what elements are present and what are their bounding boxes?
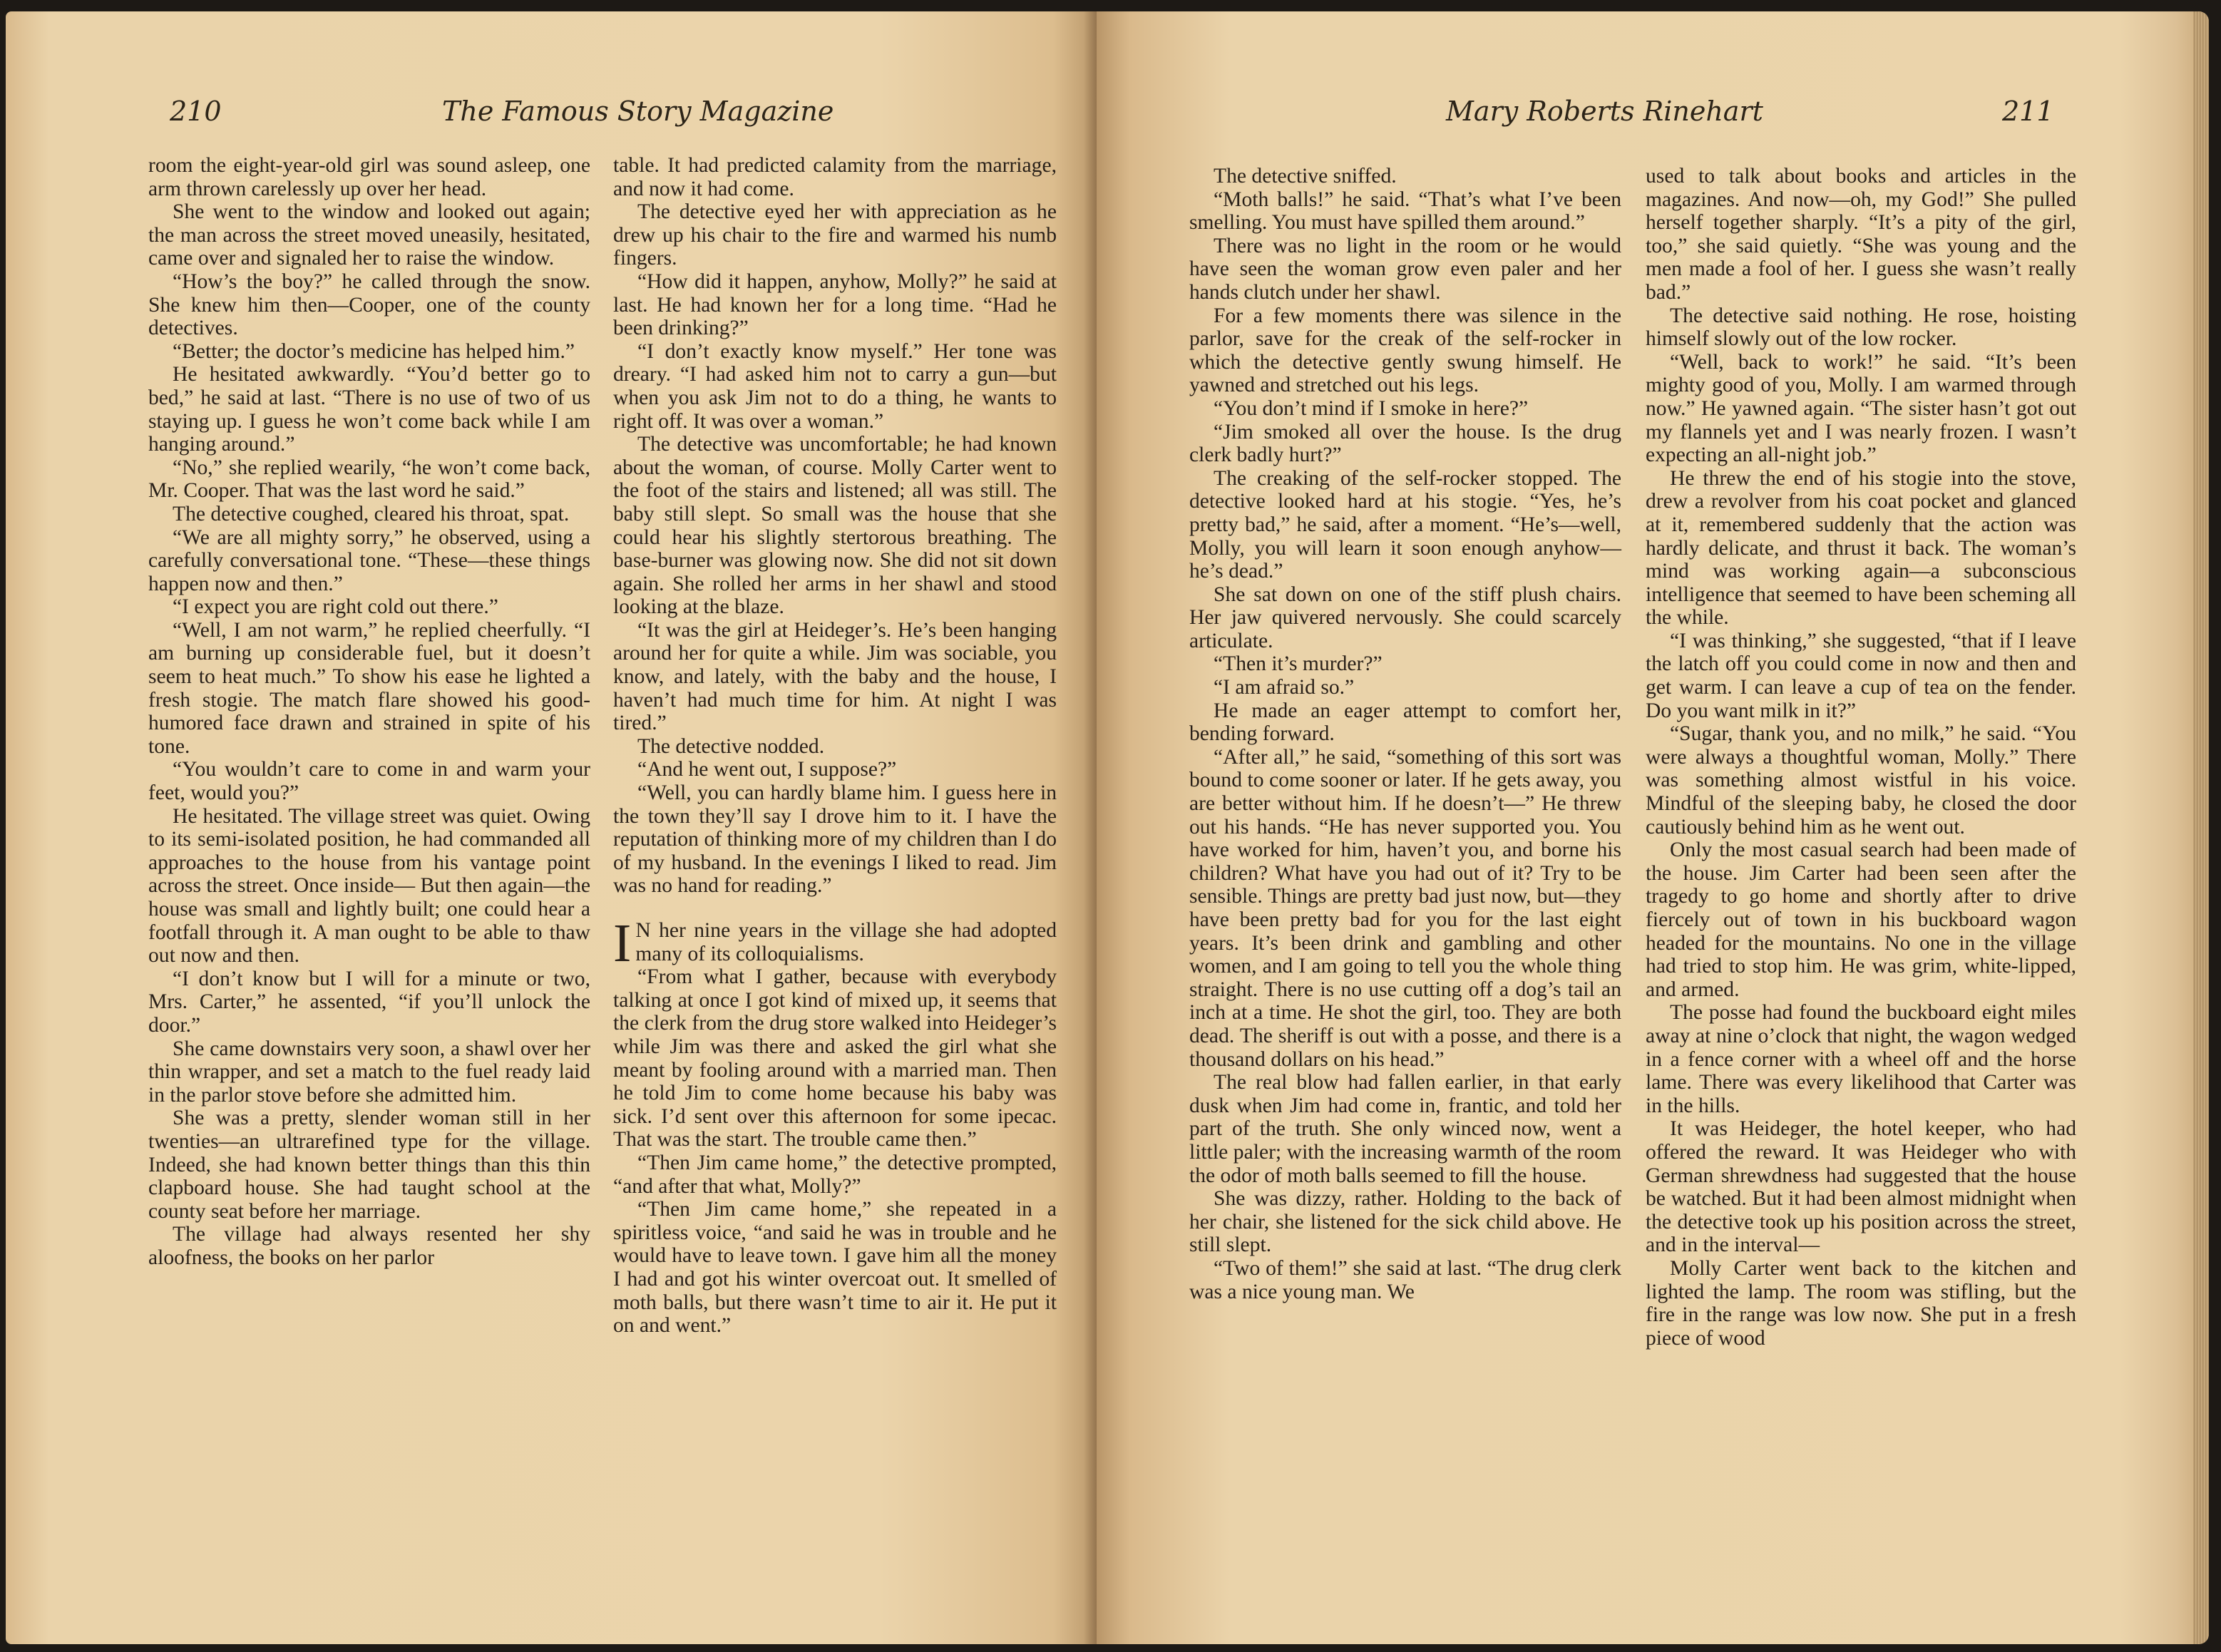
paragraph: “From what I gather, because with everybody talking at once I got kind of mixed up, it seems that the clerk from the drug store walked into Heideger’s while Jim was there and asked the girl what she meant by fooling around with a married man. Then he told Jim to come home because his baby was sick. I’d sent over this afternoon for some ipecac. That was the start. The trouble came then.” bbox=[613, 965, 1057, 1151]
paragraph: The creaking of the self-rocker stopped. The detective looked hard at his stogie. “Yes, he’s pretty bad,” he said, after a moment. “He’s—well, Molly, you will learn it soon enough anyhow—he’s dead.” bbox=[1189, 466, 1621, 583]
paragraph: It was Heideger, the hotel keeper, who had offered the reward. It was Heideger who with German shrewdness had suggested that the house be watched. But it had been almost midnight when the detective took up his position across the street, and in the interval— bbox=[1646, 1117, 2076, 1257]
page-number-right: 211 bbox=[2002, 96, 2054, 127]
page-edges bbox=[2193, 11, 2209, 1644]
paragraph: “I don’t exactly know myself.” Her tone was dreary. “I had asked him not to carry a gun—but when you ask Jim not to do a thing, he wants to right off. It was over a woman.” bbox=[613, 339, 1057, 433]
right-page-column-2 bbox=[1646, 165, 2076, 1350]
paragraph: “Sugar, thank you, and no milk,” he said. “You were always a thoughtful woman, Molly.” There was something almost wistful in his voice. Mindful of the sleeping baby, he closed the door cautiously behind him as he went out. bbox=[1646, 722, 2076, 838]
running-head-right: Mary Roberts Rinehart bbox=[1446, 96, 1763, 127]
paragraph: The detective coughed, cleared his throat, spat. bbox=[173, 502, 570, 525]
paragraph: She went to the window and looked out again; the man across the street moved uneasily, hesitated, came over and signaled her to raise the window. bbox=[148, 200, 590, 270]
page-number-left: 210 bbox=[170, 96, 222, 127]
paragraph: “Then Jim came home,” she repeated in a spiritless voice, “and said he was in trouble and he would have to leave town. I gave him all the money I had and got his winter overcoat out. It smelled of moth balls, but there wasn’t time to air it. He put it on and went.” bbox=[613, 1198, 1057, 1338]
left-page bbox=[6, 11, 1097, 1644]
paragraph: “After all,” he said, “something of this sort was bound to come sooner or later. If he gets away, you are better without him. If he doesn’t—” He threw out his hands. “He has never supported you. You have worked for him, haven’t you, and borne his children? What have you had out of it? Try to be sensible. Things are pretty bad just now, but—they have been pretty bad for you for the last eight years. It’s been drink and gambling and other women, and I am going to tell you the whole thing straight. There is no use cutting off a dog’s tail an inch at a time. He shot the girl, too. They are both dead. The sheriff is out with a posse, and there is a thousand dollars on his head.” bbox=[1189, 745, 1621, 1071]
paragraph: “And he went out, I suppose?” bbox=[637, 758, 897, 781]
paragraph: “We are all mighty sorry,” he observed, using a carefully conversational tone. “These—these things happen now and then.” bbox=[148, 525, 590, 595]
paragraph: “No,” she replied wearily, “he won’t come back, Mr. Cooper. That was the last word he said.” bbox=[148, 456, 590, 503]
paragraph: “Jim smoked all over the house. Is the drug clerk badly hurt?” bbox=[1189, 420, 1621, 467]
paragraph: The posse had found the buckboard eight miles away at nine o’clock that night, the wagon wedged in a fence corner with a wheel off and the horse lame. There was every likelihood that Carter was in the hills. bbox=[1646, 1001, 2076, 1117]
section-break bbox=[613, 898, 1057, 919]
right-page bbox=[1097, 11, 2209, 1644]
paragraph: room the eight-year-old girl was sound asleep, one arm thrown carelessly up over her head. bbox=[148, 154, 590, 200]
paragraph: She was a pretty, slender woman still in her twenties—an ultrarefined type for the village. Indeed, she had known better things than this thin clapboard house. She had taught school at the county seat before her marriage. bbox=[148, 1107, 590, 1223]
paragraph: There was no light in the room or he would have seen the woman grow even paler and her hands clutch under her shawl. bbox=[1189, 234, 1621, 304]
paragraph: table. It had predicted calamity from the marriage, and now it had come. bbox=[613, 154, 1057, 200]
section-opening-paragraph bbox=[613, 913, 1057, 973]
paragraph: Only the most casual search had been made of the house. Jim Carter had been seen after the tragedy to go home and shortly after to drive fiercely out of town in his buckboard wagon headed for the mountains. No one in the village had tried to stop him. He was grim, white-lipped, and armed. bbox=[1646, 838, 2076, 1001]
paragraph: He hesitated awkwardly. “You’d better go to bed,” he said at last. “There is no use of two of us staying up. I guess he won’t come back while I am hanging around.” bbox=[148, 363, 590, 456]
paragraph: He threw the end of his stogie into the stove, drew a revolver from his coat pocket and glanced at it, remembered suddenly that the action was hardly delicate, and thrust it back. The woman’s mind was working again—a subconscious intelligence that seemed to have been scheming all the while. bbox=[1646, 466, 2076, 630]
paragraph: The detective sniffed. bbox=[1214, 165, 1397, 188]
paragraph: “I am afraid so.” bbox=[1214, 676, 1355, 699]
paragraph: “You wouldn’t care to come in and warm your feet, would you?” bbox=[148, 758, 590, 805]
section-opening-text: N her nine years in the village she had adopted many of its colloquialisms. bbox=[635, 919, 1057, 965]
paragraph: The detective was uncomfortable; he had known about the woman, of course. Molly Carter went to the foot of the stairs and listened; all was still. The baby still slept. So small was the house that she could hear his slightly stertorous breathing. The base-burner was glowing now. She did not sit down again. She rolled her arms in her shawl and stood looking at the blaze. bbox=[613, 433, 1057, 619]
paragraph: “Well, I am not warm,” he replied cheerfully. “I am burning up considerable fuel, but it doesn’t seem to heat much.” To show his ease he lighted a fresh stogie. The match flare showed his good-humored face drawn and strained in spite of his tone. bbox=[148, 618, 590, 758]
paragraph: “Then Jim came home,” the detective prompted, “and after that what, Molly?” bbox=[613, 1151, 1057, 1198]
paragraph: “How did it happen, anyhow, Molly?” he said at last. He had known her for a long time. “Had he been drinking?” bbox=[613, 270, 1057, 340]
paragraph: “I don’t know but I will for a minute or two, Mrs. Carter,” he assented, “if you’ll unlock the door.” bbox=[148, 967, 590, 1037]
paragraph: The detective said nothing. He rose, hoisting himself slowly out of the low rocker. bbox=[1646, 304, 2076, 351]
paragraph: “Well, back to work!” he said. “It’s been mighty good of you, Molly. I am warmed through now.” He yawned again. “The sister hasn’t got out my flannels yet and I was nearly frozen. I wasn’t expecting an all-night job.” bbox=[1646, 350, 2076, 467]
paragraph: She came downstairs very soon, a shawl over her thin wrapper, and set a match to the fuel ready laid in the parlor stove before she admitted him. bbox=[148, 1037, 590, 1107]
paragraph: She sat down on one of the stiff plush chairs. Her jaw quivered nervously. She could scarcely articulate. bbox=[1189, 583, 1621, 652]
paragraph: The detective eyed her with appreciation as he drew up his chair to the fire and warmed his numb fingers. bbox=[613, 200, 1057, 270]
paragraph: For a few moments there was silence in the parlor, save for the creak of the self-rocker in which the detective gently swung himself. He yawned and stretched out his legs. bbox=[1189, 304, 1621, 397]
paragraph: “Then it’s murder?” bbox=[1214, 652, 1383, 676]
paragraph: “Well, you can hardly blame him. I guess here in the town they’ll say I drove him to it. I have the reputation of thinking more of my children than I do of my husband. In the evenings I liked to read. Jim was no hand for reading.” bbox=[613, 781, 1057, 898]
paragraph: The real blow had fallen earlier, in that early dusk when Jim had come in, frantic, and told her part of the truth. She only winced now, went a little paler; with the increasing warmth of the room the odor of moth balls seemed to fill the house. bbox=[1189, 1071, 1621, 1187]
paragraph: “Moth balls!” he said. “That’s what I’ve been smelling. You must have spilled them around.” bbox=[1189, 188, 1621, 235]
left-page-column-2 bbox=[613, 154, 1057, 1338]
paragraph: Molly Carter went back to the kitchen and lighted the lamp. The room was stifling, but the fire in the range was low now. She put in a fresh piece of wood bbox=[1646, 1256, 2076, 1350]
paragraph: “How’s the boy?” he called through the snow. She knew him then—Cooper, one of the county detectives. bbox=[148, 270, 590, 340]
paragraph: She was dizzy, rather. Holding to the back of her chair, she listened for the sick child above. He still slept. bbox=[1189, 1187, 1621, 1257]
paragraph: “You don’t mind if I smoke in here?” bbox=[1214, 396, 1529, 420]
drop-cap: I bbox=[613, 913, 632, 973]
paragraph: used to talk about books and articles in the magazines. And now—oh, my God!” She pulled herself together sharply. “It’s a pity of the girl, too,” she said quietly. “She was young and the men made a fool of her. I guess she wasn’t really bad.” bbox=[1646, 165, 2076, 304]
running-head-left: The Famous Story Magazine bbox=[442, 96, 834, 127]
right-page-column-1 bbox=[1189, 165, 1621, 1303]
paragraph: “I expect you are right cold out there.” bbox=[173, 595, 498, 619]
paragraph: The village had always resented her shy aloofness, the books on her parlor bbox=[148, 1223, 590, 1269]
paragraph: He made an eager attempt to comfort her, bending forward. bbox=[1189, 699, 1621, 746]
paragraph: “I was thinking,” she suggested, “that if I leave the latch off you could come in now and then and get warm. I can leave a cup of tea on the fender. Do you want milk in it?” bbox=[1646, 629, 2076, 722]
paragraph: “Better; the doctor’s medicine has helped him.” bbox=[173, 339, 575, 363]
paragraph: He hesitated. The village street was quiet. Owing to its semi-isolated position, he had commanded all approaches to the house from his vantage point across the street. Once inside— But then again—the house was small and lightly built; one could hear a footfall through it. A man ought to be able to thaw out now and then. bbox=[148, 804, 590, 968]
paragraph: “It was the girl at Heideger’s. He’s been hanging around her for quite a while. Jim was sociable, you know, and lately, with the baby and the house, I haven’t had much time for him. At night I was tired.” bbox=[613, 618, 1057, 735]
paragraph: The detective nodded. bbox=[637, 734, 825, 758]
paragraph: “Two of them!” she said at last. “The drug clerk was a nice young man. We bbox=[1189, 1256, 1621, 1303]
left-page-column-1 bbox=[148, 154, 590, 1270]
